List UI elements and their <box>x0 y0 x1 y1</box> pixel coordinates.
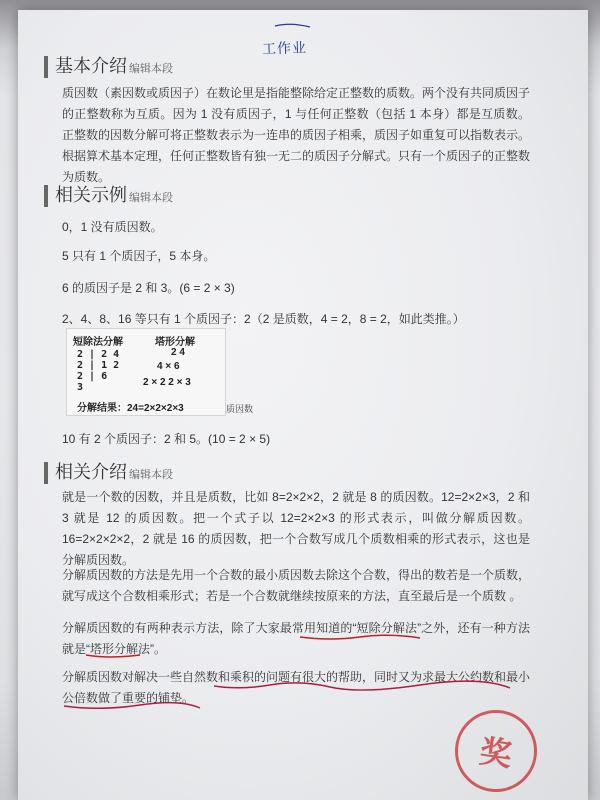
related-paragraph: 分解质因数对解决一些自然数和乘积的问题有很大的帮助，同时又为求最大公约数和最小公倍数做了重要的铺垫。 <box>62 670 531 705</box>
edit-section-link[interactable]: 编辑本段 <box>129 63 173 75</box>
short-division-row: 3 <box>77 382 84 393</box>
related-paragraph: 就是一个数的因数，并且是质数，比如 8=2×2×2，2 就是 8 的质因数。12=2×2×3，2 和 3 就是 12 的质因数。把一个式子以 12=2×2×3 的形式表示，叫做分解质因数。16=2×2×2×2，2 就是 16 的质因数，把一个合数写成几个质数相乘的形式表示，这也是分解质因数。 <box>62 490 530 567</box>
tree-row: 2 × 2 2 × 3 <box>143 377 191 388</box>
reward-stamp <box>455 710 537 792</box>
figure-caption: 质因数 <box>226 404 254 414</box>
section-bar <box>44 56 48 78</box>
example-line: 0，1 没有质因数。 <box>62 220 163 234</box>
section-header-examples <box>44 181 173 207</box>
intro-paragraph: 质因数（素因数或质因子）在数论里是指能整除给定正整数的质数。两个没有共同质因子的正整数称为互质。因为 1 没有质因子，1 与任何正整数（包括 1 本身）都是互质数。正整数的因数分解可将正整数表示为一连串的质因子相乘，质因子如重复可以指数表示。根据算术基本定理，任何正整数皆有独一无二的质因子分解式。只有一个质因子的正整数为质数。 <box>62 86 531 184</box>
section-bar <box>44 185 48 207</box>
factorization-result: 分解结果：24=2×2×2×3 <box>77 403 184 414</box>
section-title: 基本介绍 <box>55 56 127 76</box>
section-title: 相关介绍 <box>55 462 127 482</box>
section-bar <box>44 462 48 484</box>
tree-title: 塔形分解 <box>155 337 195 348</box>
example-line: 10 有 2 个质因子：2 和 5。(10 = 2 × 5) <box>62 432 271 446</box>
edit-section-link[interactable]: 编辑本段 <box>129 192 173 204</box>
handwritten-title: 工作业 <box>261 40 308 58</box>
section-header-intro <box>44 52 173 78</box>
short-division-row: 2 | 2 4 <box>77 349 120 360</box>
stamp-character: 奖 <box>477 731 515 775</box>
tree-row: 4 × 6 <box>157 361 180 372</box>
tree-row: 2 4 <box>171 347 185 358</box>
edit-section-link[interactable]: 编辑本段 <box>129 469 173 481</box>
related-paragraph: 分解质因数的方法是先用一个合数的最小质因数去除这个合数，得出的数若是一个质数，就写成这个合数相乘形式；若是一个合数就继续按原来的方法，直至最后是一个质数 。 <box>62 568 531 603</box>
example-line: 6 的质因子是 2 和 3。(6 = 2 × 3) <box>62 281 235 295</box>
example-line: 2、4、8、16 等只有 1 个质因子：2（2 是质数，4 = 2，8 = 2，如此类推。） <box>62 312 465 326</box>
short-division-row: 2 | 6 <box>77 371 108 382</box>
short-division-title: 短除法分解 <box>73 337 123 348</box>
example-line: 5 只有 1 个质因子，5 本身。 <box>62 249 216 263</box>
section-header-related <box>44 458 173 484</box>
factorization-figure <box>66 328 226 416</box>
short-division-row: 2 | 1 2 <box>77 360 120 371</box>
section-title: 相关示例 <box>55 185 127 205</box>
related-paragraph: 分解质因数的有两种表示方法，除了大家最常用知道的“短除分解法”之外，还有一种方法就是“塔形分解法”。 <box>62 621 530 656</box>
